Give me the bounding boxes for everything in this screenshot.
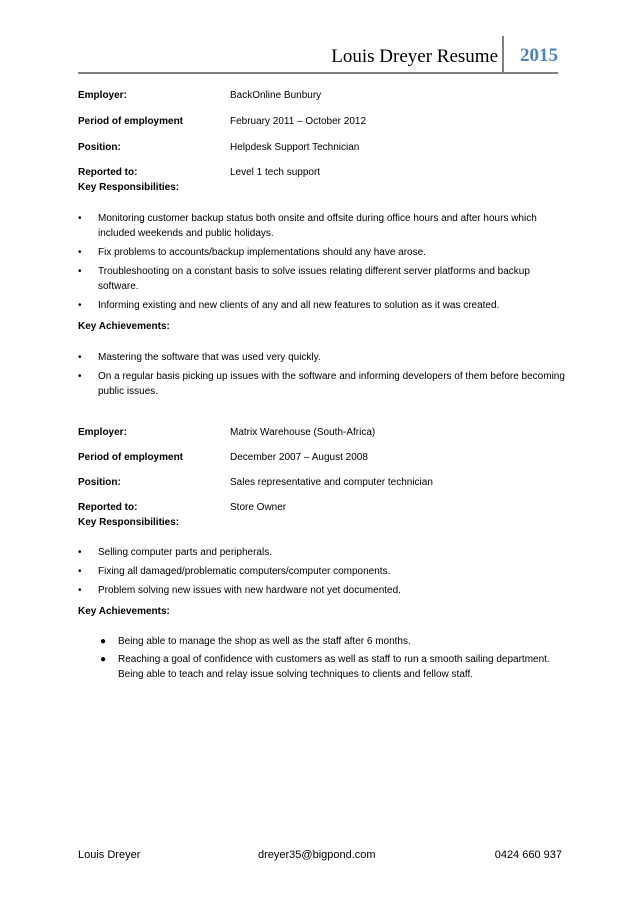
list-item: • Troubleshooting on a constant basis to solve issues relating different server platforms and backup software.: [78, 266, 530, 292]
achievements-heading: Key Achievements:: [78, 321, 170, 332]
bullet-icon: ●: [100, 636, 107, 647]
employer-row: [78, 425, 568, 440]
list-item: • Selling computer parts and peripherals.: [78, 547, 272, 558]
period-label: Period of employment: [78, 452, 184, 463]
list-item: • Fix problems to accounts/backup implementations should any have arose.: [78, 247, 426, 258]
reported-value: Level 1 tech support: [230, 167, 321, 178]
reported-label: Reported to:: [78, 167, 138, 178]
position-label: Position:: [78, 477, 121, 488]
reported-value: Store Owner: [230, 502, 287, 513]
bullet-icon: •: [78, 566, 82, 577]
footer-email: dreyer35@bigpond.com: [258, 849, 376, 861]
page-footer: [78, 849, 564, 865]
reported-row: [78, 500, 568, 515]
header-year: 2015: [520, 45, 558, 66]
list-item: ● Reaching a goal of confidence with customers as well as staff to run a smooth sailing department. Being able to teach and relay issue solving techniques to clients and fellow staff.: [100, 654, 550, 680]
position-row: [78, 475, 568, 490]
bullet-icon: •: [78, 352, 82, 363]
bullet-icon: •: [78, 213, 82, 224]
bullet-icon: •: [78, 266, 82, 277]
bullet-icon: •: [78, 247, 82, 258]
reported-row: [78, 165, 568, 180]
bullet-icon: •: [78, 371, 82, 382]
period-value: February 2011 – October 2012: [230, 116, 367, 127]
period-row: [78, 450, 568, 465]
bullet-icon: •: [78, 300, 82, 311]
employer-value: Matrix Warehouse (South-Africa): [230, 427, 376, 438]
employer-label: Employer:: [78, 90, 127, 101]
header-title: Louis Dreyer Resume: [331, 46, 498, 67]
job-entry-matrix: [78, 425, 568, 682]
employer-row: [78, 88, 568, 103]
header-divider: [502, 36, 504, 72]
position-label: Position:: [78, 142, 121, 153]
footer-name: Louis Dreyer: [78, 849, 141, 861]
resume-body: [78, 88, 568, 685]
position-row: [78, 140, 568, 155]
position-value: Helpdesk Support Technician: [230, 142, 360, 153]
list-item: • Informing existing and new clients of any and all new features to solution as it was created.: [78, 300, 500, 311]
achievements-heading: Key Achievements:: [78, 606, 170, 617]
reported-label: Reported to:: [78, 502, 138, 513]
job-entry-backonline: [78, 88, 568, 399]
responsibilities-heading: Key Responsibilities:: [78, 517, 180, 528]
period-value: December 2007 – August 2008: [230, 452, 368, 463]
list-item: • On a regular basis picking up issues with the software and informing developers of them before becoming public issues.: [78, 371, 565, 397]
page-header: [78, 36, 558, 74]
list-item: • Problem solving new issues with new hardware not yet documented.: [78, 585, 401, 596]
achievements-list: [78, 350, 568, 399]
position-value: Sales representative and computer technician: [230, 477, 433, 488]
bullet-icon: •: [78, 547, 82, 558]
achievements-list: [78, 634, 568, 682]
list-item: • Monitoring customer backup status both onsite and offsite during office hours and after hours which included weekends and public holidays.: [78, 213, 537, 239]
bullet-icon: ●: [100, 654, 107, 665]
list-item: • Fixing all damaged/problematic computers/computer components.: [78, 566, 391, 577]
footer-phone: 0424 660 937: [494, 849, 562, 861]
employer-value: BackOnline Bunbury: [230, 90, 322, 101]
period-label: Period of employment: [78, 116, 184, 127]
list-item: • Mastering the software that was used very quickly.: [78, 352, 321, 363]
employer-label: Employer:: [78, 427, 127, 438]
period-row: [78, 114, 568, 129]
bullet-icon: •: [78, 585, 82, 596]
responsibilities-heading: Key Responsibilities:: [78, 182, 180, 193]
responsibilities-list: [78, 211, 568, 313]
list-item: ● Being able to manage the shop as well as the staff after 6 months.: [100, 636, 411, 647]
responsibilities-list: [78, 545, 568, 598]
